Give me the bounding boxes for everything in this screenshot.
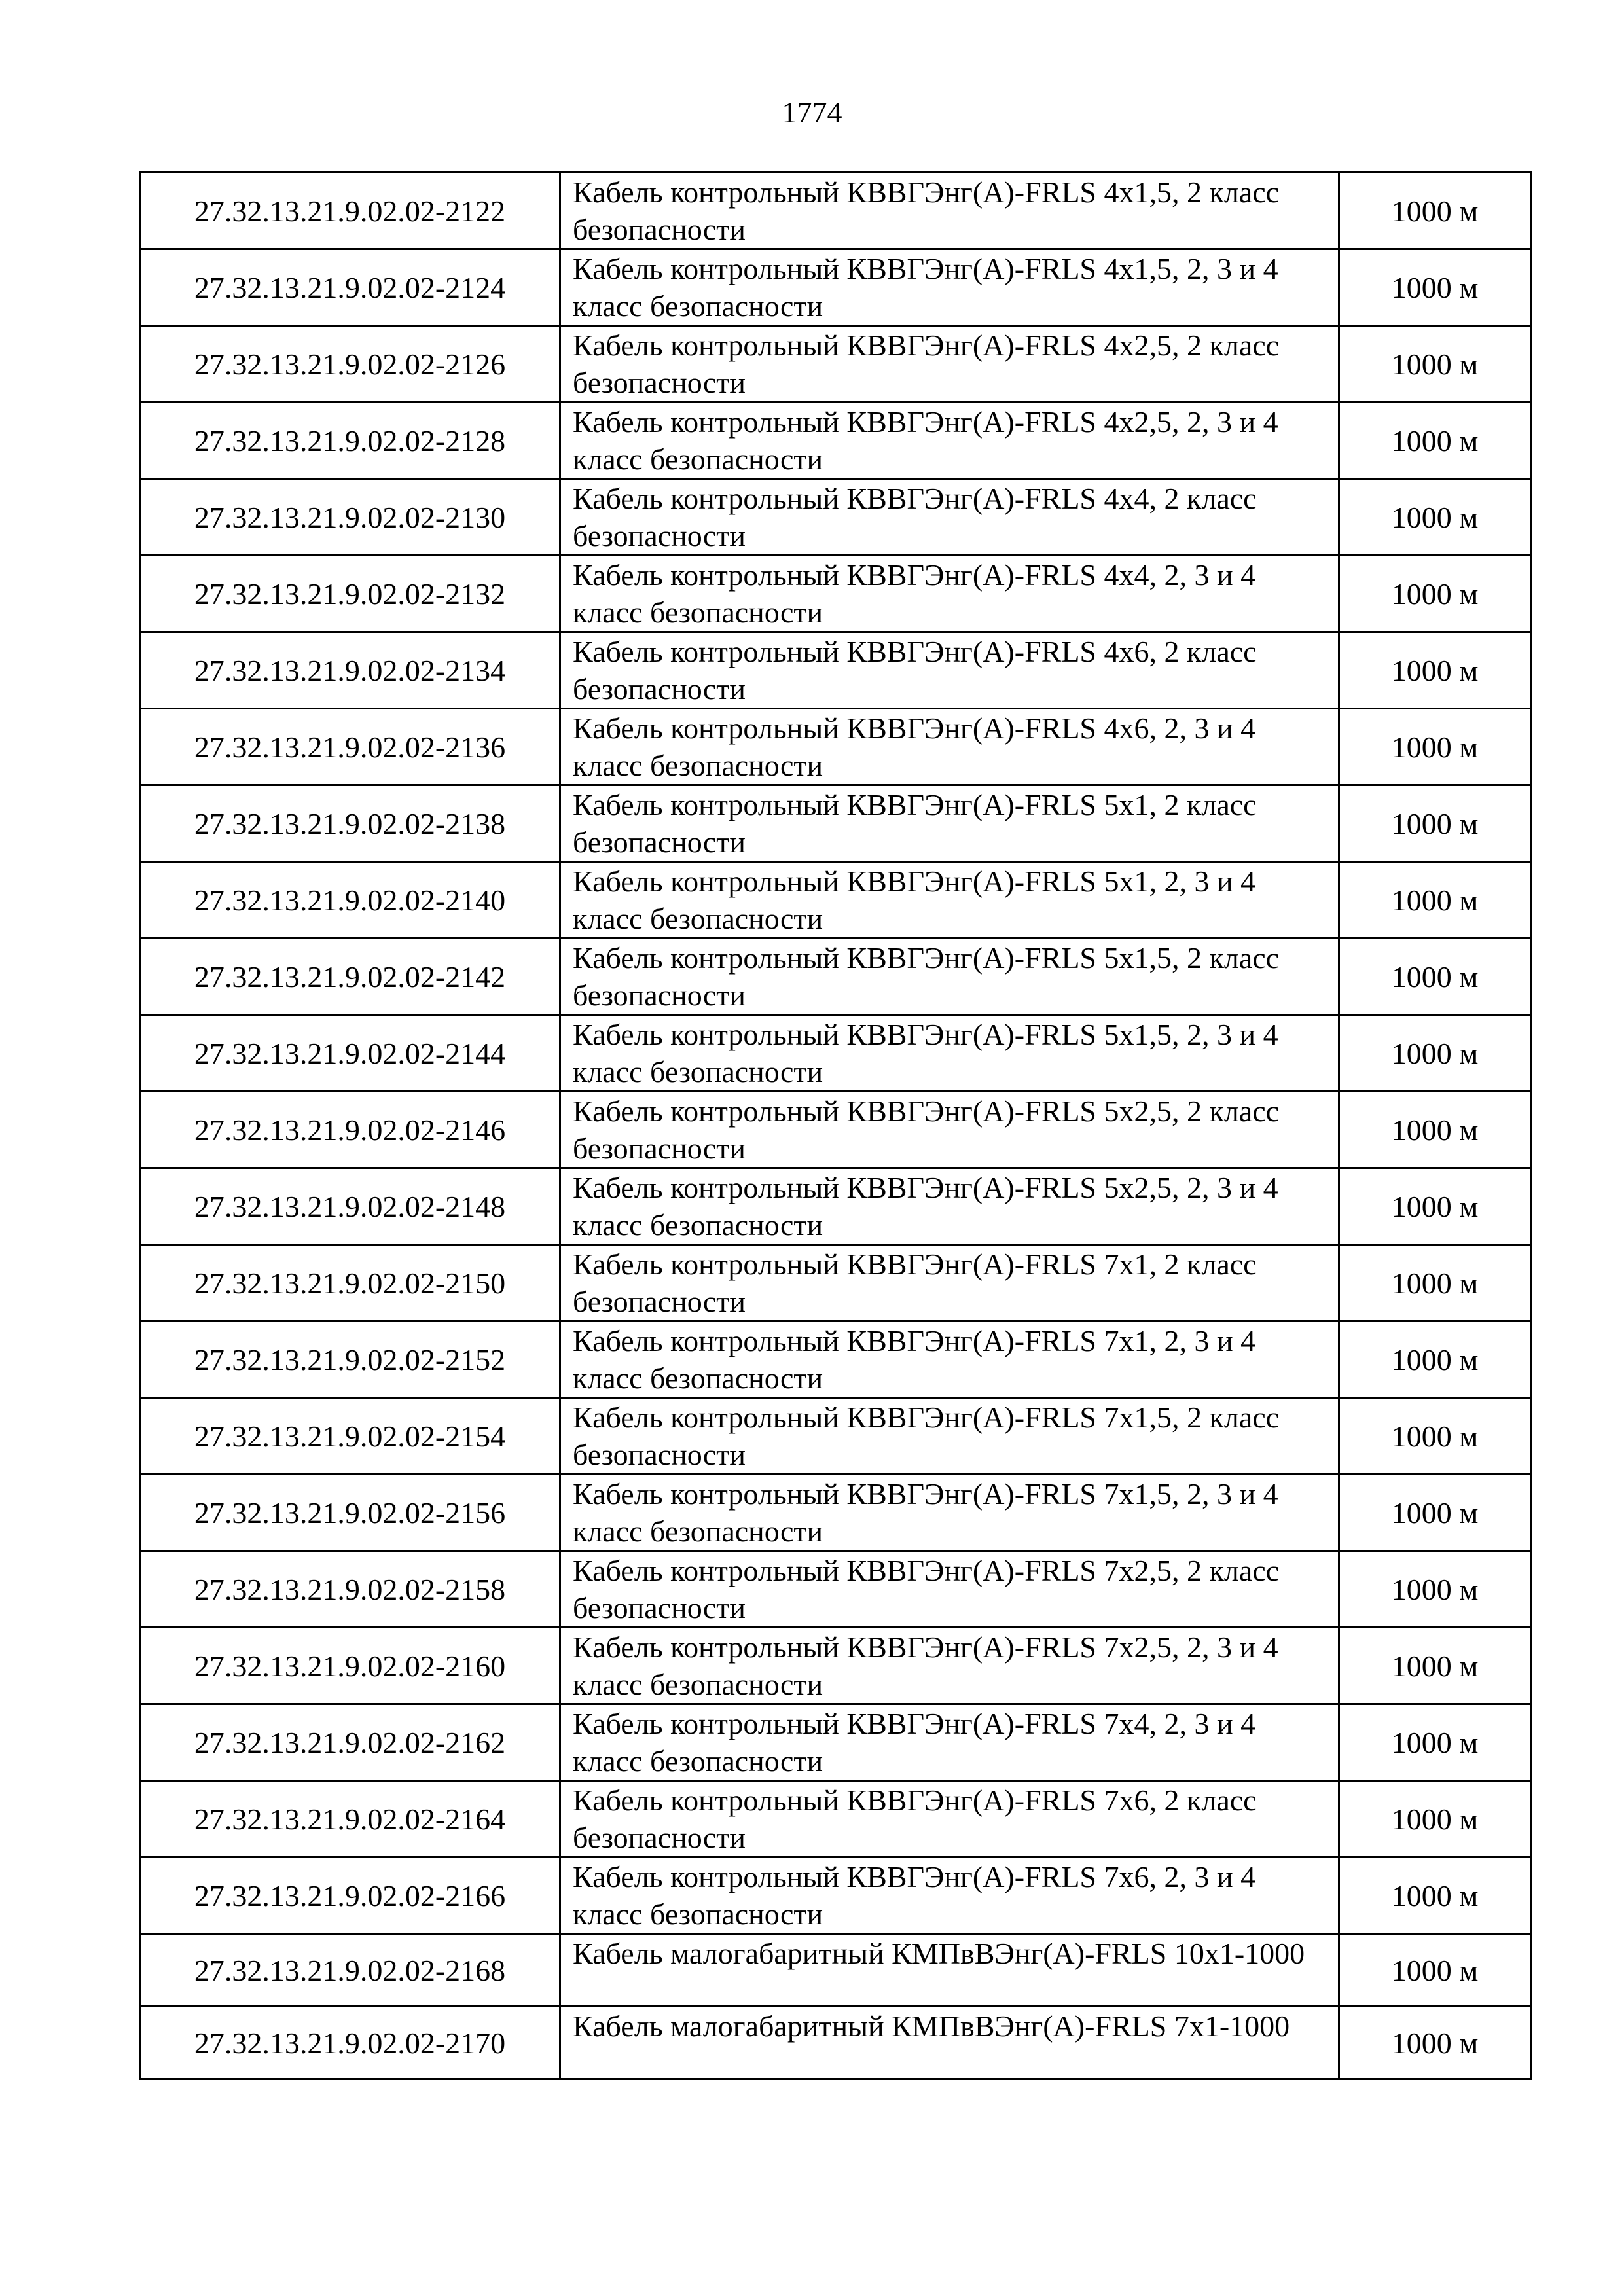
resource-code-cell: 27.32.13.21.9.02.02-2148 [140, 1168, 560, 1245]
resource-name-cell [560, 403, 1339, 479]
unit-cell: 1000 м [1339, 1628, 1531, 1704]
resource-code-cell: 27.32.13.21.9.02.02-2142 [140, 939, 560, 1015]
table-row [140, 479, 1531, 556]
resource-name-cell [560, 785, 1339, 862]
unit-cell: 1000 м [1339, 1168, 1531, 1245]
resource-name-text: Кабель контрольный КВВГЭнг(А)-FRLS 4х1,5, 2 класс безопасности [573, 175, 1280, 246]
table-row [140, 1092, 1531, 1168]
table-row [140, 939, 1531, 1015]
resource-name-text: Кабель контрольный КВВГЭнг(А)-FRLS 7х6, 2 класс безопасности [573, 1784, 1257, 1854]
table-row [140, 249, 1531, 326]
page-number: 1774 [782, 96, 842, 129]
table-row [140, 1398, 1531, 1475]
unit-cell: 1000 м [1339, 1704, 1531, 1781]
table-row [140, 709, 1531, 785]
resource-name-cell [560, 1321, 1339, 1398]
unit-cell: 1000 м [1339, 249, 1531, 326]
table-row [140, 1321, 1531, 1398]
table-row [140, 1781, 1531, 1857]
resource-code-cell: 27.32.13.21.9.02.02-2154 [140, 1398, 560, 1475]
resource-name-cell [560, 632, 1339, 709]
resource-name-cell [560, 1015, 1339, 1092]
unit-cell: 1000 м [1339, 1475, 1531, 1551]
table-row [140, 632, 1531, 709]
unit-cell: 1000 м [1339, 1015, 1531, 1092]
resource-code-cell: 27.32.13.21.9.02.02-2126 [140, 326, 560, 403]
resource-name-cell [560, 1092, 1339, 1168]
table-row [140, 862, 1531, 939]
resource-name-text: Кабель контрольный КВВГЭнг(А)-FRLS 5х1, 2, 3 и 4 класс безопасности [573, 865, 1256, 935]
resource-name-cell [560, 862, 1339, 939]
resource-name-cell [560, 1781, 1339, 1857]
resource-name-cell [560, 1934, 1339, 2007]
resource-name-text: Кабель контрольный КВВГЭнг(А)-FRLS 7х2,5, 2 класс безопасности [573, 1554, 1280, 1624]
resource-name-text: Кабель малогабаритный КМПвВЭнг(А)-FRLS 10х1-1000 [573, 1937, 1305, 1970]
resource-code-cell: 27.32.13.21.9.02.02-2158 [140, 1551, 560, 1628]
unit-cell: 1000 м [1339, 1398, 1531, 1475]
table-row [140, 1934, 1531, 2007]
unit-cell: 1000 м [1339, 403, 1531, 479]
table-row [140, 1551, 1531, 1628]
resource-name-cell [560, 939, 1339, 1015]
unit-cell: 1000 м [1339, 479, 1531, 556]
resource-name-text: Кабель контрольный КВВГЭнг(А)-FRLS 4х2,5, 2 класс безопасности [573, 329, 1280, 399]
resource-name-text: Кабель малогабаритный КМПвВЭнг(А)-FRLS 7х1-1000 [573, 2009, 1290, 2043]
unit-cell: 1000 м [1339, 785, 1531, 862]
resource-code-cell: 27.32.13.21.9.02.02-2122 [140, 173, 560, 249]
unit-cell: 1000 м [1339, 1245, 1531, 1321]
unit-cell: 1000 м [1339, 2007, 1531, 2079]
resource-name-cell [560, 1168, 1339, 1245]
resource-name-cell [560, 1475, 1339, 1551]
resource-name-cell [560, 1245, 1339, 1321]
resource-name-text: Кабель контрольный КВВГЭнг(А)-FRLS 5х2,5, 2 класс безопасности [573, 1094, 1280, 1165]
resource-name-cell [560, 479, 1339, 556]
unit-cell: 1000 м [1339, 1321, 1531, 1398]
table-row [140, 1475, 1531, 1551]
table-row [140, 2007, 1531, 2079]
resource-name-text: Кабель контрольный КВВГЭнг(А)-FRLS 7х4, 2, 3 и 4 класс безопасности [573, 1707, 1256, 1778]
resource-table [139, 171, 1532, 2080]
resource-code-cell: 27.32.13.21.9.02.02-2134 [140, 632, 560, 709]
resource-code-cell: 27.32.13.21.9.02.02-2132 [140, 556, 560, 632]
unit-cell: 1000 м [1339, 632, 1531, 709]
resource-code-cell: 27.32.13.21.9.02.02-2152 [140, 1321, 560, 1398]
resource-code-cell: 27.32.13.21.9.02.02-2140 [140, 862, 560, 939]
resource-code-cell: 27.32.13.21.9.02.02-2150 [140, 1245, 560, 1321]
unit-cell: 1000 м [1339, 326, 1531, 403]
resource-code-cell: 27.32.13.21.9.02.02-2156 [140, 1475, 560, 1551]
resource-name-text: Кабель контрольный КВВГЭнг(А)-FRLS 4х6, 2, 3 и 4 класс безопасности [573, 711, 1256, 782]
unit-cell: 1000 м [1339, 939, 1531, 1015]
unit-cell: 1000 м [1339, 1857, 1531, 1934]
table-row [140, 1628, 1531, 1704]
resource-name-cell [560, 1704, 1339, 1781]
resource-name-text: Кабель контрольный КВВГЭнг(А)-FRLS 5х2,5, 2, 3 и 4 класс безопасности [573, 1171, 1278, 1242]
resource-code-cell: 27.32.13.21.9.02.02-2146 [140, 1092, 560, 1168]
table-row [140, 1245, 1531, 1321]
resource-name-cell [560, 2007, 1339, 2079]
resource-name-cell [560, 709, 1339, 785]
resource-code-cell: 27.32.13.21.9.02.02-2130 [140, 479, 560, 556]
resource-code-cell: 27.32.13.21.9.02.02-2138 [140, 785, 560, 862]
resource-name-cell [560, 556, 1339, 632]
resource-name-text: Кабель контрольный КВВГЭнг(А)-FRLS 7х1, 2 класс безопасности [573, 1247, 1257, 1318]
table-row [140, 326, 1531, 403]
resource-name-cell [560, 249, 1339, 326]
resource-name-cell [560, 1551, 1339, 1628]
table-row [140, 556, 1531, 632]
resource-name-text: Кабель контрольный КВВГЭнг(А)-FRLS 4х6, 2 класс безопасности [573, 635, 1257, 706]
table-row [140, 1168, 1531, 1245]
unit-cell: 1000 м [1339, 556, 1531, 632]
table-row [140, 173, 1531, 249]
unit-cell: 1000 м [1339, 1551, 1531, 1628]
resource-name-text: Кабель контрольный КВВГЭнг(А)-FRLS 4х2,5, 2, 3 и 4 класс безопасности [573, 405, 1278, 476]
resource-code-cell: 27.32.13.21.9.02.02-2128 [140, 403, 560, 479]
resource-code-cell: 27.32.13.21.9.02.02-2164 [140, 1781, 560, 1857]
unit-cell: 1000 м [1339, 173, 1531, 249]
resource-name-cell [560, 1398, 1339, 1475]
resource-name-text: Кабель контрольный КВВГЭнг(А)-FRLS 5х1,5, 2 класс безопасности [573, 941, 1280, 1012]
resource-name-text: Кабель контрольный КВВГЭнг(А)-FRLS 5х1,5, 2, 3 и 4 класс безопасности [573, 1018, 1278, 1088]
resource-name-text: Кабель контрольный КВВГЭнг(А)-FRLS 7х1,5, 2, 3 и 4 класс безопасности [573, 1477, 1278, 1548]
unit-cell: 1000 м [1339, 709, 1531, 785]
resource-name-text: Кабель контрольный КВВГЭнг(А)-FRLS 7х1,5, 2 класс безопасности [573, 1401, 1280, 1471]
resource-code-cell: 27.32.13.21.9.02.02-2136 [140, 709, 560, 785]
resource-name-text: Кабель контрольный КВВГЭнг(А)-FRLS 4х1,5, 2, 3 и 4 класс безопасности [573, 252, 1278, 323]
resource-name-cell [560, 1628, 1339, 1704]
resource-code-cell: 27.32.13.21.9.02.02-2168 [140, 1934, 560, 2007]
table-row [140, 1704, 1531, 1781]
table-row [140, 1015, 1531, 1092]
unit-cell: 1000 м [1339, 1934, 1531, 2007]
table-row [140, 403, 1531, 479]
table-body [140, 173, 1531, 2079]
table-row [140, 785, 1531, 862]
unit-cell: 1000 м [1339, 1092, 1531, 1168]
resource-name-cell [560, 1857, 1339, 1934]
resource-name-text: Кабель контрольный КВВГЭнг(А)-FRLS 7х6, 2, 3 и 4 класс безопасности [573, 1860, 1256, 1931]
unit-cell: 1000 м [1339, 1781, 1531, 1857]
resource-name-text: Кабель контрольный КВВГЭнг(А)-FRLS 5х1, 2 класс безопасности [573, 788, 1257, 859]
resource-name-text: Кабель контрольный КВВГЭнг(А)-FRLS 7х1, 2, 3 и 4 класс безопасности [573, 1324, 1256, 1395]
resource-name-text: Кабель контрольный КВВГЭнг(А)-FRLS 4х4, 2, 3 и 4 класс безопасности [573, 558, 1256, 629]
resource-code-cell: 27.32.13.21.9.02.02-2170 [140, 2007, 560, 2079]
table-row [140, 1857, 1531, 1934]
resource-code-cell: 27.32.13.21.9.02.02-2144 [140, 1015, 560, 1092]
resource-code-cell: 27.32.13.21.9.02.02-2160 [140, 1628, 560, 1704]
resource-name-text: Кабель контрольный КВВГЭнг(А)-FRLS 4х4, 2 класс безопасности [573, 482, 1257, 552]
resource-code-cell: 27.32.13.21.9.02.02-2162 [140, 1704, 560, 1781]
resource-code-cell: 27.32.13.21.9.02.02-2166 [140, 1857, 560, 1934]
unit-cell: 1000 м [1339, 862, 1531, 939]
resource-name-cell [560, 326, 1339, 403]
resource-code-cell: 27.32.13.21.9.02.02-2124 [140, 249, 560, 326]
resource-name-cell [560, 173, 1339, 249]
resource-name-text: Кабель контрольный КВВГЭнг(А)-FRLS 7х2,5, 2, 3 и 4 класс безопасности [573, 1630, 1278, 1701]
